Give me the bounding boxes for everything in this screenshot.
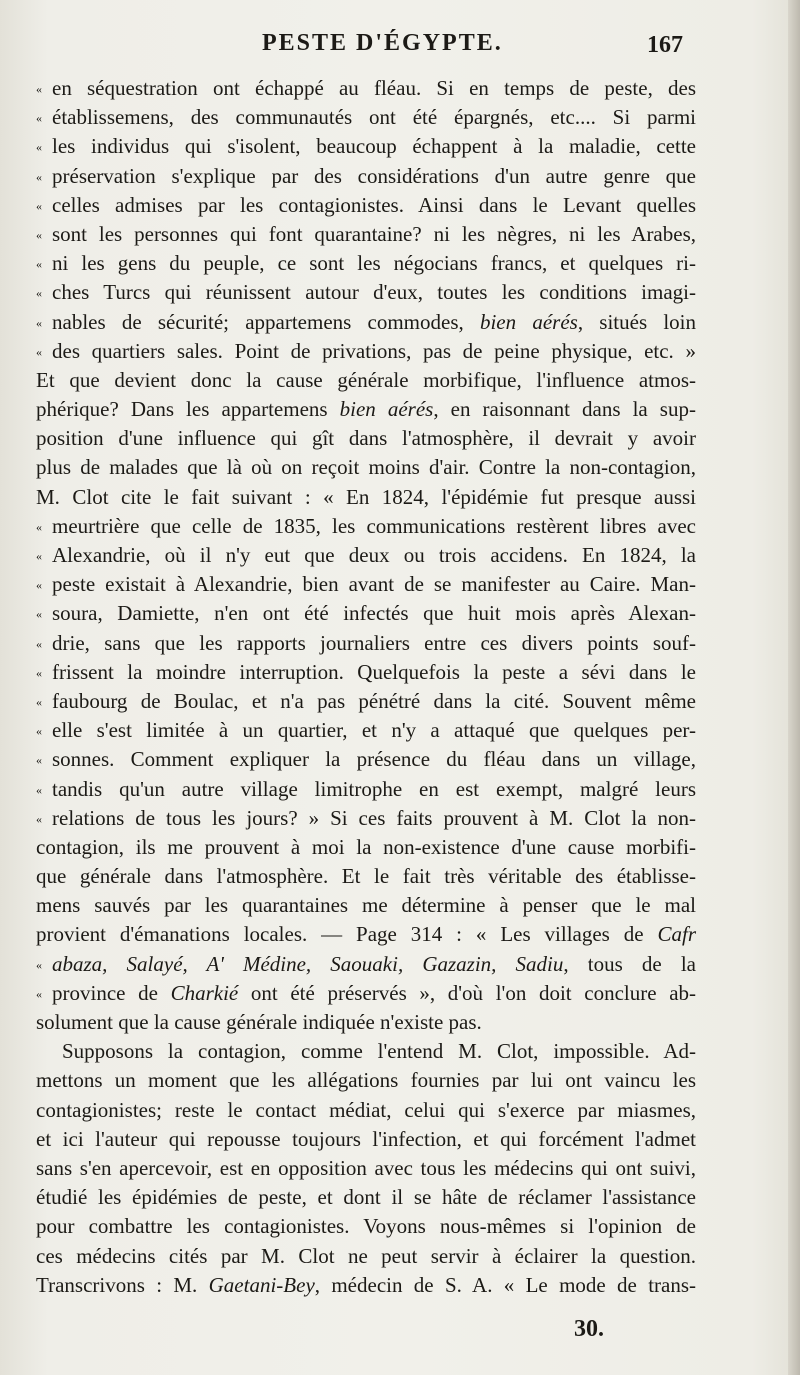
text-line: contagion, ils me prouvent à moi la non-existence d'une cause morbifi- [36,834,696,859]
text-segment: Transcrivons : M. [36,1272,209,1297]
text-line [36,920,696,949]
text-segment: provient d'émanations locales. — Page 314 : « Les villages de [36,922,658,947]
text-line: ces médecins cités par M. Clot ne peut servir à éclairer la question. [36,1243,696,1268]
text-line: « soura, Damiette, n'en ont été infectés que huit mois après Alexan- [36,599,696,628]
text-line: « des quartiers sales. Point de privations, pas de peine physique, etc. » [36,337,696,366]
text-line: plus de malades que là où on reçoit moins d'air. Contre la non-contagion, [36,455,696,480]
text-line: solument que la cause générale indiquée n'existe pas. [36,1010,482,1034]
text-line: et ici l'auteur qui repousse toujours l'infection, et qui forcément l'admet [36,1126,696,1151]
text-segment: , situés loin [577,309,696,334]
italic-text: bien aérés [479,309,578,334]
text-line: « relations de tous les jours? » Si ces faits prouvent à M. Clot la non- [36,804,696,833]
text-line: « celles admises par les contagionistes. Ainsi dans le Levant quelles [36,191,696,220]
text-line: « drie, sans que les rapports journaliers entre ces divers points souf- [36,629,696,658]
text-line: mettons un moment que les allégations fournies par lui ont vaincu les [36,1068,696,1093]
text-line: pour combattre les contagionistes. Voyons nous-mêmes si l'opinion de [36,1214,696,1239]
text-line: contagionistes; reste le contact médiat, celui qui s'exerce par miasmes, [36,1097,696,1122]
text-line: M. Clot cite le fait suivant : « En 1824, l'épidémie fut presque aussi [36,484,696,509]
page-header [0,30,800,70]
text-segment: nables de sécurité; appartemens commodes, [52,309,480,334]
text-segment: , en raisonnant dans la sup- [433,397,696,422]
italic-text: bien aérés [339,397,434,422]
text-line: Et que devient donc la cause générale morbifique, l'influence atmos- [36,367,696,392]
page-number: 167 [647,32,683,58]
text-line: « préservation s'explique par des considérations d'un autre genre que [36,162,696,191]
text-line: « meurtrière que celle de 1835, les communications restèrent libres avec [36,512,696,541]
text-line [36,1271,696,1300]
text-segment: phérique? Dans les appartemens [36,397,340,422]
text-line: « établissemens, des communautés ont été épargnés, etc.... Si parmi [36,103,696,132]
italic-text: Charkié [170,980,239,1005]
text-segment: province de [52,980,171,1005]
text-line [36,395,696,424]
page-edge [788,0,800,1375]
italic-text: abaza, Salayé, A' Médine, Saouaki, Gazazin, Sadiu [52,951,564,976]
text-line: « faubourg de Boulac, et n'a pas pénétré dans la cité. Souvent même [36,687,696,716]
text-line: « ni les gens du peuple, ce sont les négocians francs, et quelques ri- [36,249,696,278]
italic-text: Cafr [657,922,696,947]
text-line: « sonnes. Comment expliquer la présence du fléau dans un village, [36,745,696,774]
text-line: « les individus qui s'isolent, beaucoup échappent à la maladie, cette [36,132,696,161]
text-line: « sont les personnes qui font quarantaine? ni les nègres, ni les Arabes, [36,220,696,249]
text-line [36,308,696,337]
text-line: « en séquestration ont échappé au fléau. Si en temps de peste, des [36,74,696,103]
text-line: « frissent la moindre interruption. Quelquefois la peste a sévi dans le [36,658,696,687]
text-line: « tandis qu'un autre village limitrophe en est exempt, malgré leurs [36,775,696,804]
text-line: « Alexandrie, où il n'y eut que deux ou trois accidens. En 1824, la [36,541,696,570]
text-line: Supposons la contagion, comme l'entend M. Clot, impossible. Ad- [62,1039,696,1064]
text-line: « peste existait à Alexandrie, bien avant de se manifester au Caire. Man- [36,570,696,599]
text-line [36,979,696,1008]
text-segment: , médecin de S. A. « Le mode de trans- [314,1272,697,1297]
signature-mark: 30. [574,1316,604,1342]
running-head: PESTE D'ÉGYPTE. [262,30,503,56]
text-line: sans s'en apercevoir, est en opposition avec tous les médecins qui ont suivi, [36,1155,696,1180]
text-line: mens sauvés par les quarantaines me détermine à penser que le mal [36,893,696,918]
text-line: étudié les épidémies de peste, et dont il se hâte de réclamer l'assistance [36,1185,696,1210]
text-segment: ont été préservés », d'où l'on doit conclure ab- [238,980,697,1005]
text-line: position d'une influence qui gît dans l'atmosphère, il devrait y avoir [36,426,696,451]
text-line: « ches Turcs qui réunissent autour d'eux, toutes les conditions imagi- [36,278,696,307]
italic-text: Gaetani-Bey [208,1272,315,1297]
text-segment: , tous de la [563,951,696,976]
text-line: que générale dans l'atmosphère. Et le fait très véritable des établisse- [36,864,696,889]
text-line: « elle s'est limitée à un quartier, et n'y a attaqué que quelques per- [36,716,696,745]
text-line [36,950,696,979]
page-body-text [36,74,696,1300]
